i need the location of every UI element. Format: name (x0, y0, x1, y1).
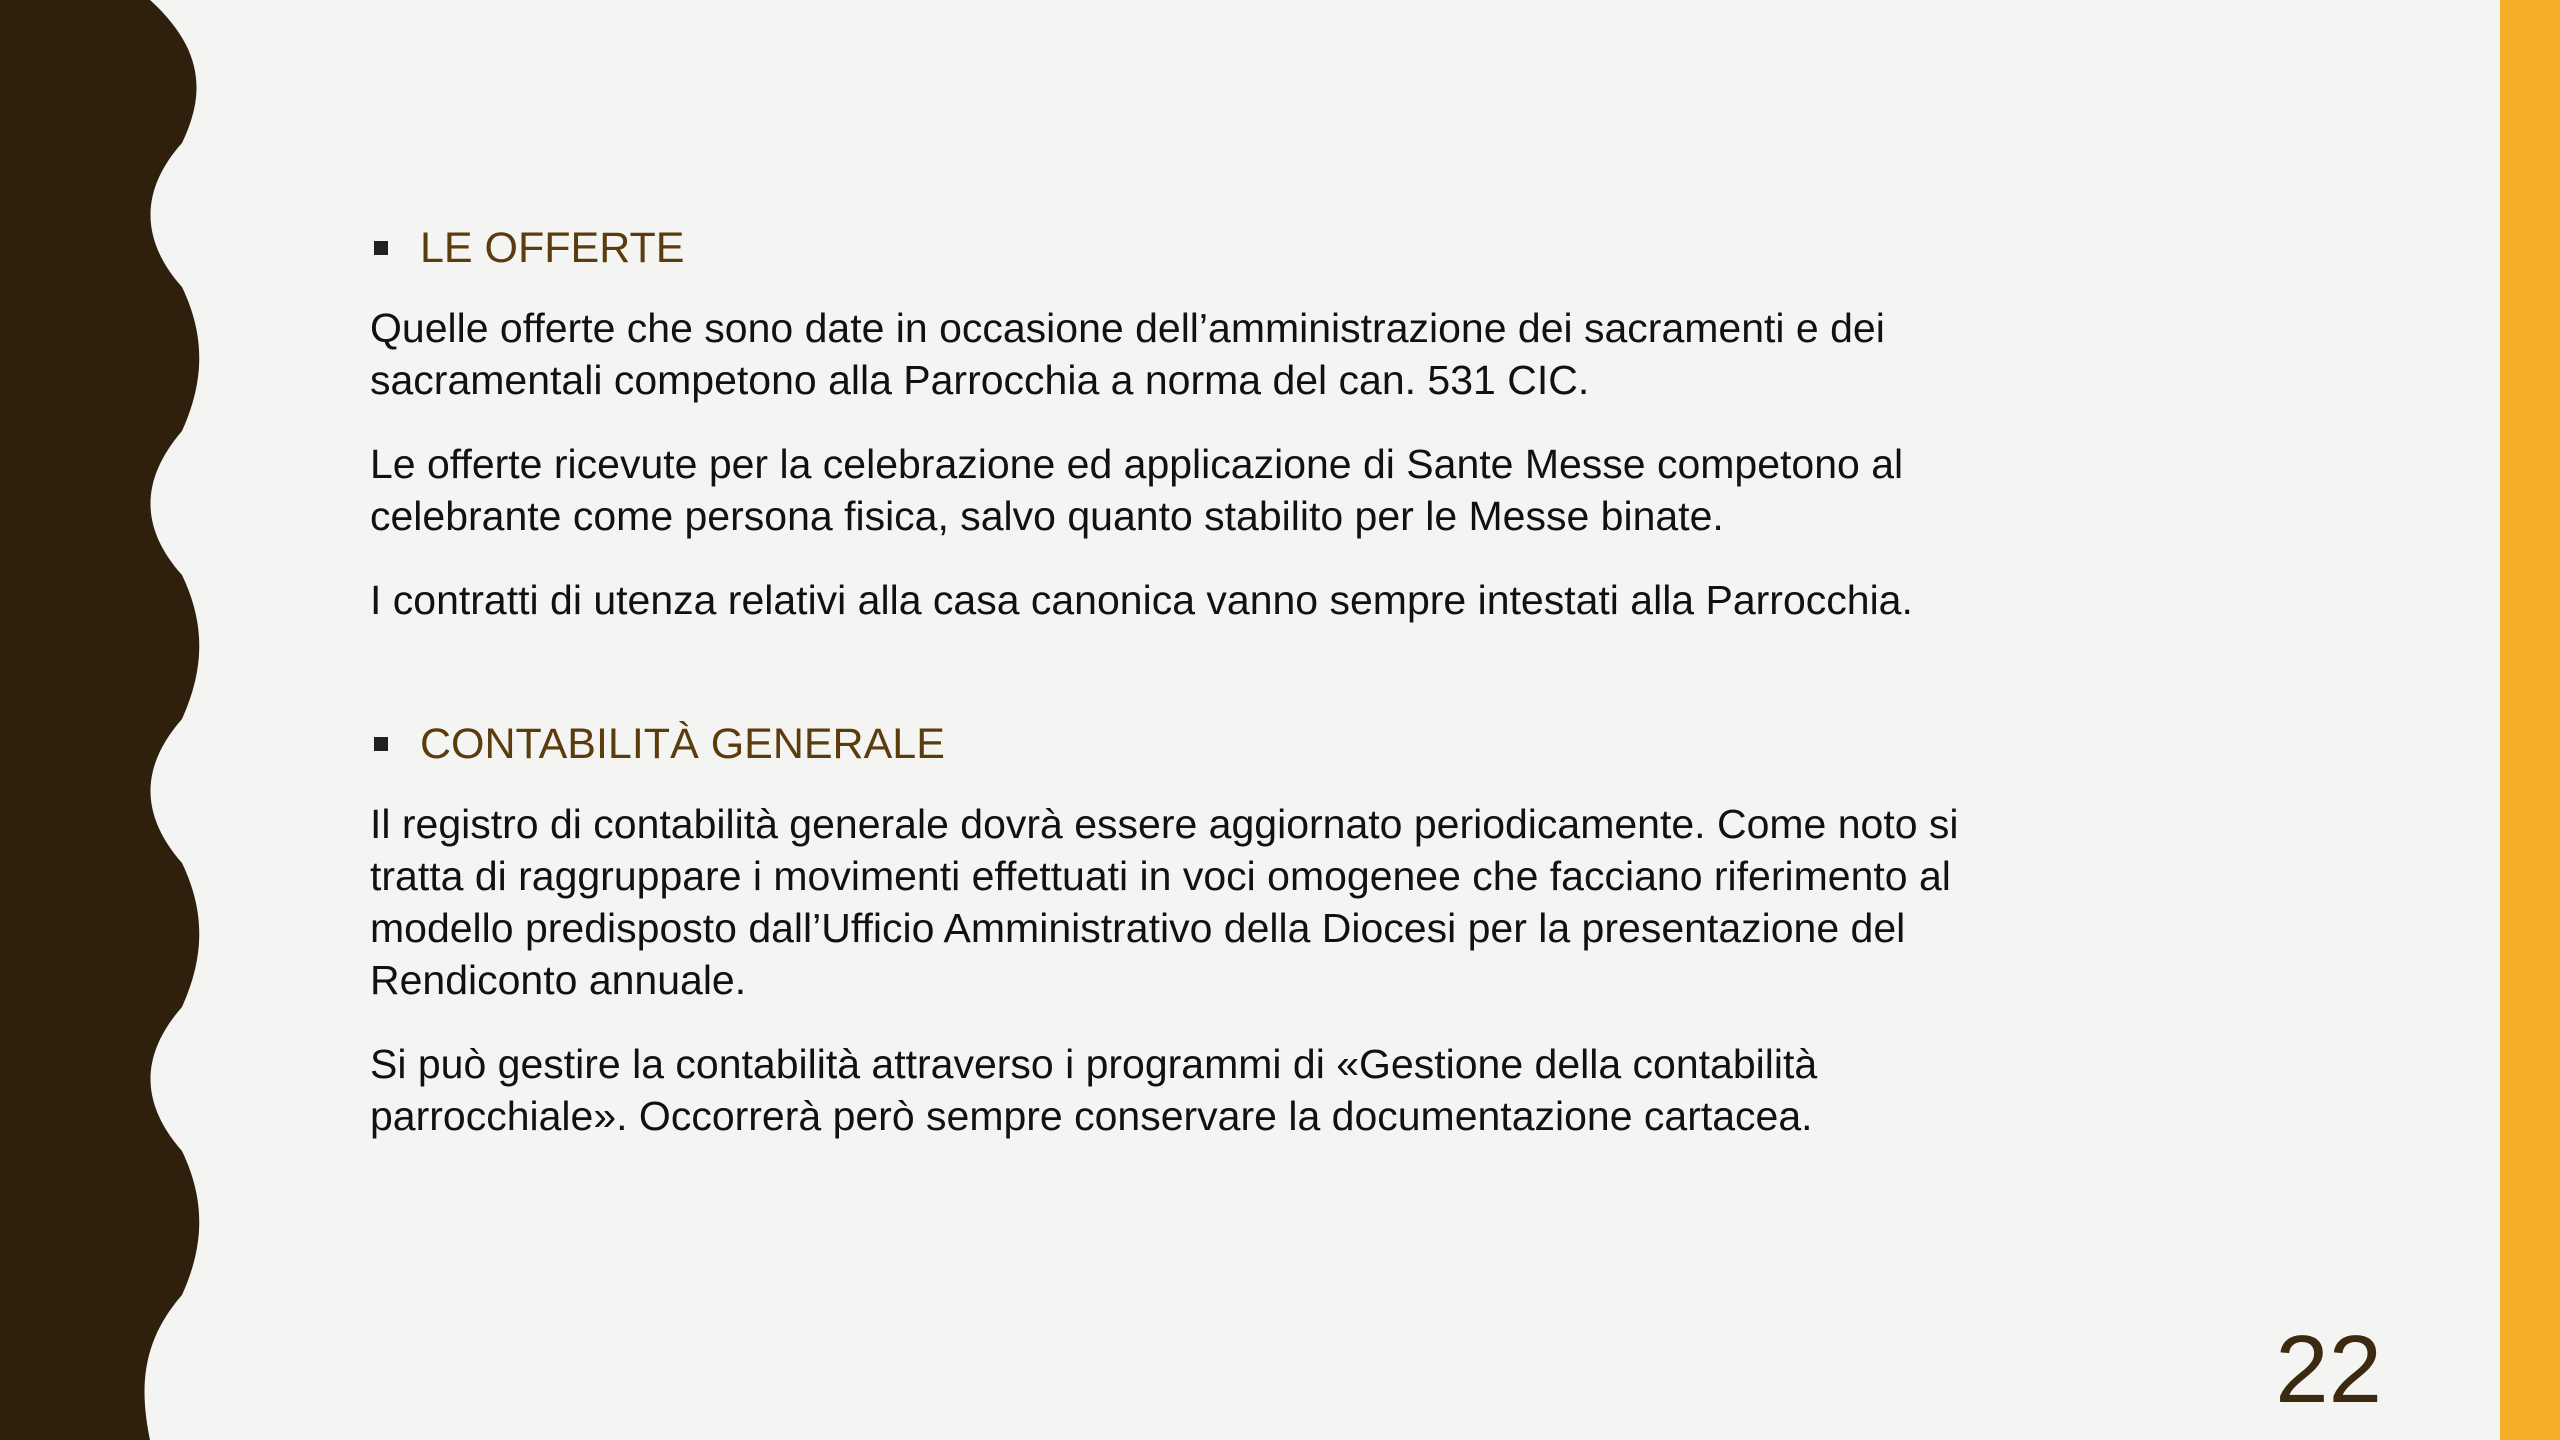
section-spacer (370, 658, 2020, 718)
paragraph: Quelle offerte che sono date in occasione dell’amministrazione dei sacramenti e dei sacramentali competono alla Parrocchia a norma del can. 531 CIC. (370, 305, 1885, 403)
bullet-square-icon (374, 737, 388, 751)
bullet-square-icon (374, 241, 388, 255)
section-heading-offerte (370, 222, 2020, 274)
left-wavy-band (0, 0, 200, 1440)
paragraph: Si può gestire la contabilità attraverso i programmi di «Gestione della contabilità parrocchiale». Occorrerà però sempre conservare la documentazione cartacea. (370, 1041, 1818, 1139)
section-heading-contabilita (370, 718, 2020, 770)
paragraph: I contratti di utenza relativi alla casa canonica vanno sempre intestati alla Parrocchia. (370, 577, 1913, 623)
page-number: 22 (2275, 1316, 2382, 1423)
paragraph: Le offerte ricevute per la celebrazione ed applicazione di Sante Messe competono al celebrante come persona fisica, salvo quanto stabilito per le Messe binate. (370, 441, 1904, 539)
paragraph: Il registro di contabilità generale dovrà essere aggiornato periodicamente. Come noto si tratta di raggruppare i movimenti effettuati in voci omogenee che facciano riferimento al modello predisposto dall’Ufficio Amministrativo della Diocesi per la presentazione del Rendiconto annuale. (370, 801, 1959, 1003)
heading-text: CONTABILITÀ GENERALE (420, 720, 945, 768)
slide-content (370, 222, 2020, 1174)
right-accent-bar (2500, 0, 2560, 1440)
heading-text: LE OFFERTE (420, 224, 685, 272)
